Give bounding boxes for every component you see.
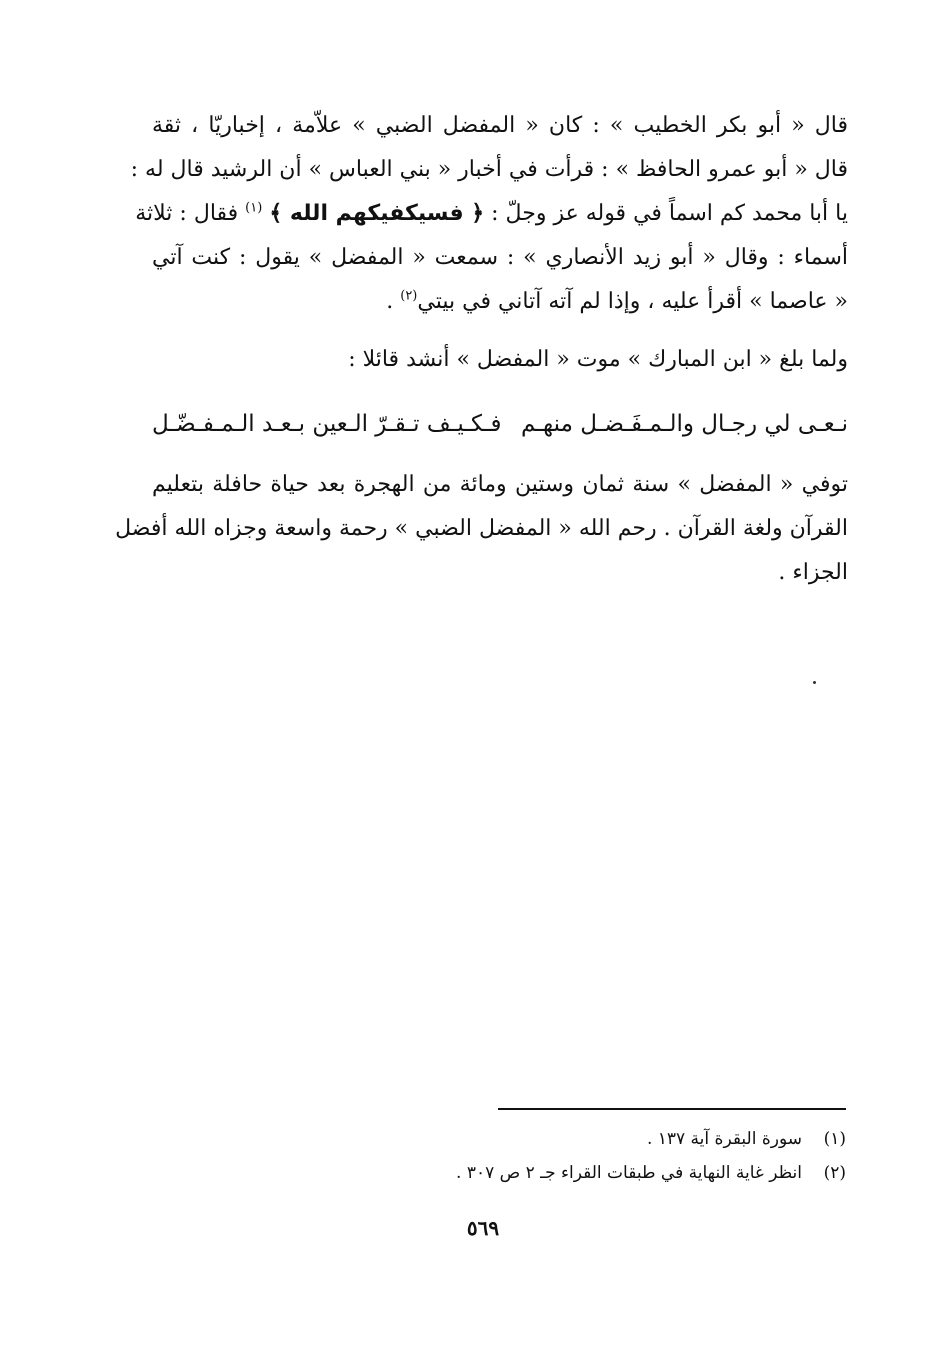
quran-quote: ﴿ فسيكفيكهم الله ﴾ bbox=[269, 201, 485, 226]
line-3-lead: يا أبا محمد كم اسماً في قوله عز وجلّ : bbox=[491, 201, 848, 226]
paragraph-3-line-2: القرآن ولغة القرآن . رحم الله « المفضل الضبي » رحمة واسعة وجزاه الله أفضل bbox=[115, 516, 848, 541]
paragraph-1-line-3 bbox=[135, 192, 848, 236]
line-5-end: . bbox=[386, 289, 394, 314]
footnote-1 bbox=[300, 1122, 846, 1156]
line-5-text: « عاصما » أقرأ عليه ، وإذا لم آته آتاني في بيتي bbox=[417, 289, 848, 314]
paragraph-3 bbox=[115, 463, 848, 595]
page-number: ٥٦٩ bbox=[466, 1216, 500, 1240]
footnote-2-text: انظر غاية النهاية في طبقات القراء جـ ٢ ص ٣٠٧ . bbox=[456, 1163, 802, 1183]
paragraph-3-line-1: توفي « المفضل » سنة ثمان وستين ومائة من الهجرة بعد حياة حافلة بتعليم bbox=[152, 472, 848, 497]
footnotes bbox=[300, 1122, 846, 1190]
paragraph-1-line-2: قال « أبو عمرو الحافظ » : قرأت في أخبار « بني العباس » أن الرشيد قال له : bbox=[130, 157, 848, 182]
footnote-2 bbox=[300, 1156, 846, 1190]
footnote-1-text: سورة البقرة آية ١٣٧ . bbox=[646, 1129, 802, 1149]
footnote-divider bbox=[498, 1108, 846, 1110]
footnote-2-number: (٢) bbox=[823, 1163, 846, 1183]
footnote-1-number: (١) bbox=[823, 1129, 846, 1149]
paragraph-1-line-4: أسماء : وقال « أبو زيد الأنصاري » : سمعت « المفضل » يقول : كنت آتي bbox=[152, 245, 848, 270]
verse-second-hemistich: فـكـيـف تـقـرّ الـعين بـعـد الـمـفـضّـل bbox=[152, 411, 502, 437]
paragraph-1 bbox=[130, 104, 848, 324]
footnote-ref-2[interactable]: (٢) bbox=[400, 288, 418, 304]
paragraph-3-line-3: الجزاء . bbox=[778, 560, 848, 585]
paragraph-1-line-5 bbox=[152, 280, 848, 324]
verse-first-hemistich: نـعـى لي رجـال والـمـفَـضـل منهـم bbox=[520, 411, 848, 437]
paragraph-1-line-1: قال « أبو بكر الخطيب » : كان « المفضل الضبي » علاّمة ، إخباريّا ، ثقة bbox=[152, 113, 848, 138]
line-3-tail: فقال : ثلاثة bbox=[135, 201, 239, 226]
footnote-ref-1[interactable]: (١) bbox=[245, 200, 263, 216]
scan-speck bbox=[813, 681, 816, 684]
paragraph-2 bbox=[152, 338, 848, 382]
paragraph-2-line: ولما بلغ « ابن المبارك » موت « المفضل » أنشد قائلا : bbox=[348, 347, 848, 372]
poetry-verse bbox=[152, 400, 848, 448]
